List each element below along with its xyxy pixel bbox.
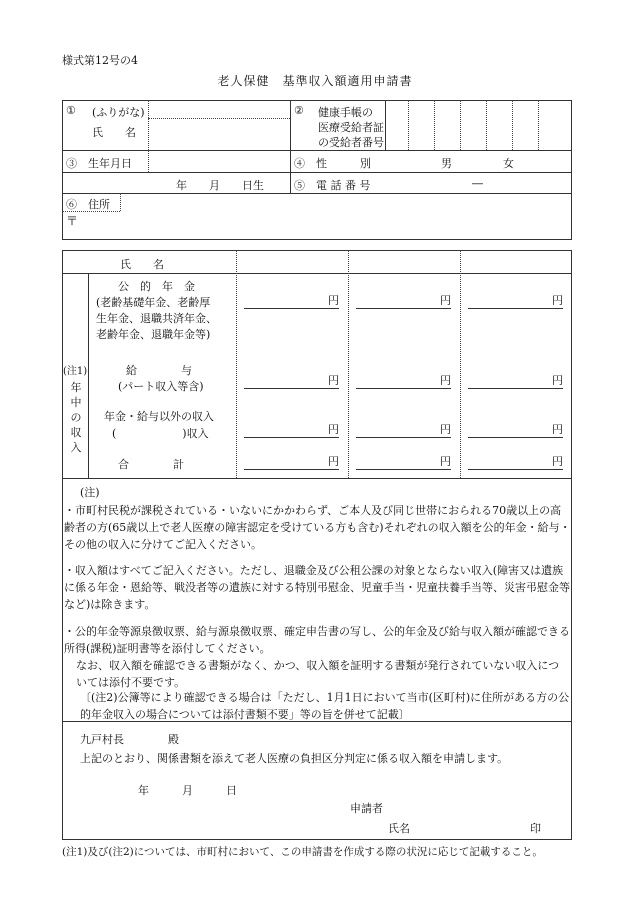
- salary-amount-2[interactable]: 円: [356, 374, 451, 389]
- medical-cert-label-1: 健康手帳の: [318, 106, 373, 119]
- salary-amount-1[interactable]: 円: [244, 374, 339, 389]
- address-input[interactable]: [122, 212, 570, 238]
- other-income-label: 年金・給与以外の収入: [104, 410, 214, 423]
- address-label: ⑥ 住所: [66, 198, 110, 211]
- public-pension-detail-3: 老齢年金、退職年金等): [96, 328, 211, 341]
- sex-option-female[interactable]: 女: [503, 157, 514, 170]
- furigana-label: (ふりがな): [92, 106, 145, 119]
- total-label: 合 計: [118, 458, 184, 471]
- total-amount-1[interactable]: 円: [244, 455, 339, 470]
- medical-cert-label-3: の受給者番号: [318, 136, 384, 149]
- name-field-number: ①: [66, 104, 76, 117]
- note-item-2: ・収入額はすべてご記入ください。ただし、退職金及び公租公課の対象とならない収入(障害又は遺族に係る年金・恩給等、戦没者等の遺族に対する特別弔慰金、児童手当・児童扶養手当等、災害弔慰金等など)は除きます。: [64, 564, 570, 611]
- other-amount-1[interactable]: 円: [244, 423, 339, 438]
- notes-heading: (注): [80, 486, 100, 499]
- note-item-5: 〔(注2)公簿等により確認できる場合は「ただし、1月1日において当市(区町村)に住所がある方の公的年金収入の場合については添付書類不要」等の旨を併せて記載〕: [80, 691, 570, 721]
- phone-label: ⑤ 電 話 番 号: [294, 179, 371, 192]
- public-pension-detail-1: (老齢基礎年金、老齢厚: [96, 296, 211, 309]
- application-date[interactable]: 年 月 日: [138, 784, 237, 797]
- name-input[interactable]: [150, 120, 288, 149]
- note-item-3: ・公的年金等源泉徴収票、給与源泉徴収票、確定申告書の写し、公的年金及び給与収入額が確認できる所得(課税)証明書等を添付してください。: [64, 625, 570, 655]
- pension-amount-2[interactable]: 円: [356, 294, 451, 309]
- birthdate-value[interactable]: 年 月 日生: [176, 179, 264, 192]
- income-name-label: 氏 名: [120, 258, 164, 271]
- total-amount-3[interactable]: 円: [468, 455, 563, 470]
- public-pension-label: 公 的 年 金: [118, 280, 195, 293]
- seal-mark: 印: [530, 822, 541, 835]
- other-income-detail: ( )収入: [112, 427, 209, 440]
- sex-label: ④ 性 別: [294, 157, 371, 170]
- postal-mark: 〒: [66, 214, 79, 228]
- sex-option-male[interactable]: 男: [441, 157, 452, 170]
- salary-amount-3[interactable]: 円: [468, 374, 563, 389]
- medical-cert-field-number: ②: [294, 104, 304, 117]
- applicant-name-input[interactable]: [416, 818, 526, 836]
- name-label: 氏 名: [92, 126, 136, 139]
- document-title: 老人保健 基準収入額適用申請書: [217, 74, 413, 88]
- recipient-number-input[interactable]: [387, 101, 571, 149]
- income-side-label: 年中の収入: [70, 381, 82, 454]
- total-amount-2[interactable]: 円: [356, 455, 451, 470]
- note-item-4: なお、収入額を確認できる書類がなく、かつ、収入額を証明する書類が発行されていない収入については添付不要です。: [76, 659, 560, 689]
- income-side-note: (注1): [63, 366, 88, 377]
- furigana-input[interactable]: [150, 101, 288, 117]
- public-pension-detail-2: 生年金、退職共済年金、: [96, 312, 217, 325]
- applicant-label: 申請者: [350, 802, 383, 815]
- footnote: (注1)及び(注2)については、市町村において、この申請書を作成する際の状況に応じて記載すること。: [62, 846, 543, 858]
- applicant-name-label: 氏名: [388, 822, 410, 835]
- application-statement: 上記のとおり、関係書類を添えて老人医療の負担区分判定に係る収入額を申請します。: [80, 752, 509, 765]
- note-item-1: ・市町村民税が課税されている・いないにかかわらず、ご本人及び同じ世帯におられる70歳以上の高齢者の方(65歳以上で老人医療の障害認定を受けている方も含む)それぞれの収入額を公的年金・給与・その他の収入に分けてご記入ください。: [64, 504, 571, 551]
- pension-amount-1[interactable]: 円: [244, 294, 339, 309]
- other-amount-2[interactable]: 円: [356, 423, 451, 438]
- medical-cert-label-2: 医療受給者証: [318, 121, 384, 134]
- other-amount-3[interactable]: 円: [468, 423, 563, 438]
- addressee: 九戸村長 殿: [80, 733, 179, 746]
- pension-amount-3[interactable]: 円: [468, 294, 563, 309]
- salary-detail: (パート収入等含): [118, 380, 204, 393]
- birthdate-label: ③ 生年月日: [66, 157, 132, 170]
- phone-dash[interactable]: ―: [472, 177, 483, 190]
- salary-label: 給 与: [126, 364, 192, 377]
- form-number: 様式第12号の4: [62, 54, 138, 67]
